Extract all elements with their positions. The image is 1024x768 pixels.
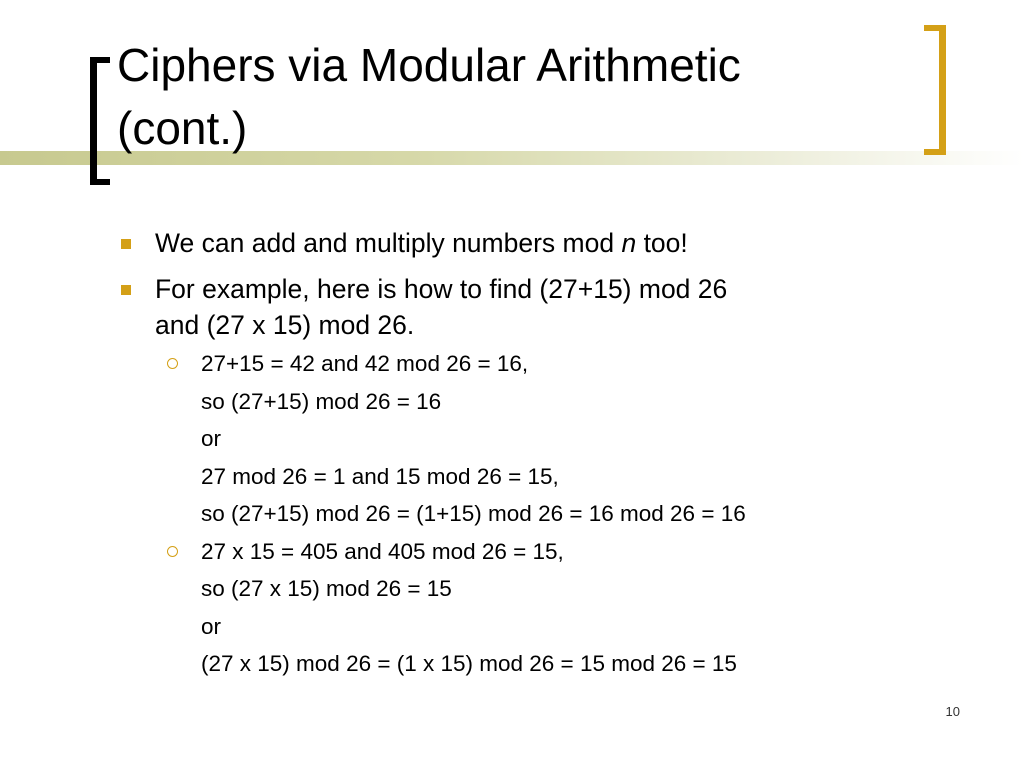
square-bullet-icon xyxy=(121,285,131,295)
bullet-item xyxy=(118,225,918,261)
bullet-text-emphasis: n xyxy=(621,228,637,258)
sub-bullet-item xyxy=(118,345,918,533)
sub-bullet-line: 27 mod 26 = 1 and 15 mod 26 = 15, xyxy=(201,463,559,489)
slide-title-line-2: (cont.) xyxy=(117,102,248,155)
sub-bullet-line: so (27+15) mod 26 = 16 xyxy=(201,388,442,414)
bullet-text-prefix: We can add and multiply numbers mod xyxy=(155,228,622,258)
bullet-item xyxy=(118,271,918,343)
sub-bullet-line: so (27 x 15) mod 26 = 15 xyxy=(201,576,452,601)
sub-bullet-line: (27 x 15) mod 26 = (1 x 15) mod 26 = 15 mod 26 = 15 xyxy=(201,651,737,676)
circle-bullet-icon xyxy=(167,546,178,557)
right-bracket-decoration xyxy=(924,25,946,155)
sub-bullet-item xyxy=(118,533,918,683)
bullet-text xyxy=(155,271,918,343)
bullet-text-line: and (27 x 15) mod 26. xyxy=(155,310,415,340)
sub-bullet-line: 27+15 = 42 and 42 mod 26 = 16, xyxy=(201,351,529,376)
slide-title-line-1: Ciphers via Modular Arithmetic xyxy=(117,39,741,91)
square-bullet-icon xyxy=(121,239,131,249)
slide-title xyxy=(117,34,917,161)
circle-bullet-icon xyxy=(167,358,178,369)
bullet-text xyxy=(155,228,688,258)
bullet-text-line: For example, here is how to find (27+15) mod 26 xyxy=(155,274,728,304)
page-number: 10 xyxy=(945,704,960,719)
slide-body xyxy=(118,225,918,683)
sub-bullet-line: 27 x 15 = 405 and 405 mod 26 = 15, xyxy=(201,538,564,564)
left-bracket-decoration xyxy=(90,57,110,185)
sub-bullet-line: or xyxy=(201,613,222,639)
sub-bullet-line: or xyxy=(201,426,222,451)
bullet-text-suffix: too! xyxy=(636,228,688,258)
sub-bullet-line: so (27+15) mod 26 = (1+15) mod 26 = 16 mod 26 = 16 xyxy=(201,501,746,526)
